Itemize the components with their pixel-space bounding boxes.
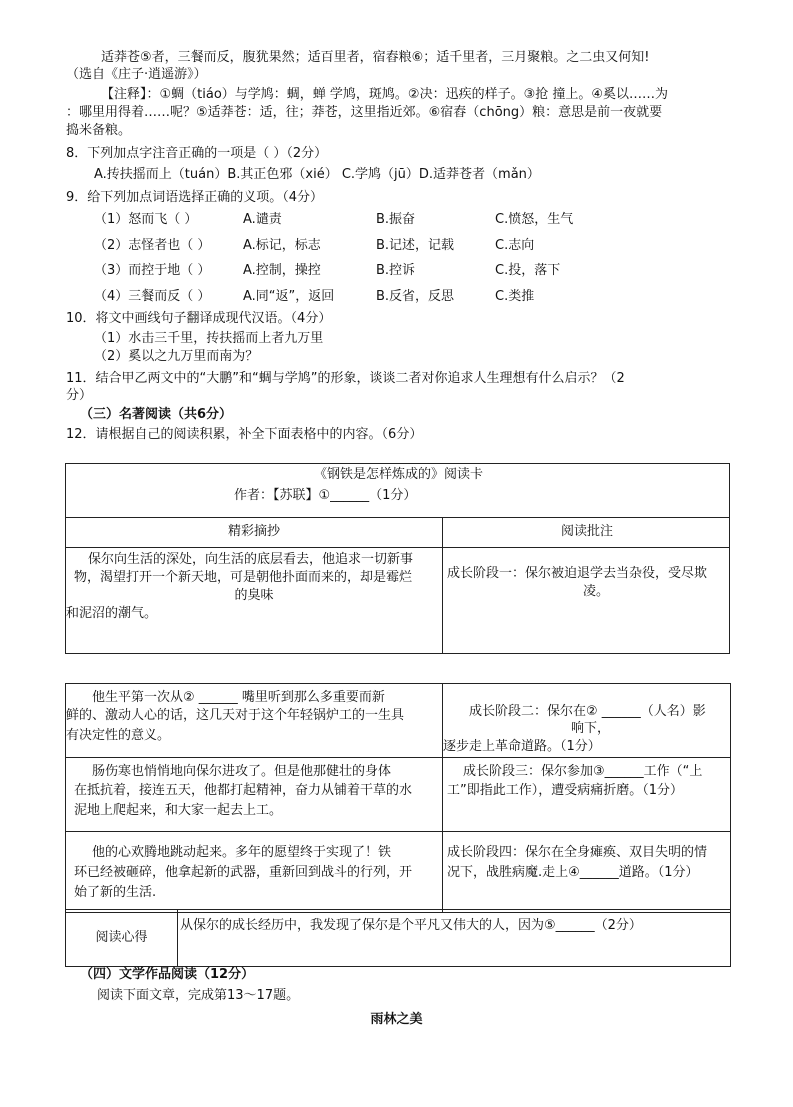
q9-option-c: C.愤怒，生气 (495, 212, 574, 227)
reading-card-insight (65, 909, 731, 967)
col-header-notes: 阅读批注 (443, 518, 730, 548)
card-author: 作者：【苏联】①______（1分） (234, 488, 417, 503)
notes-cell: 成长阶段一：保尔被迫退学去当杂役，受尽欺 凌。 (443, 548, 730, 654)
question-8-options: A.抟扶摇而上（tuán）B.其正色邪（xié） C.学鸠（jū）D.适莽苍者（mǎn） (94, 167, 540, 182)
question-11-stem-cont: 分） (66, 388, 93, 403)
notes-cell: 成长阶段二：保尔在② ______（人名）影 响下， 逐步走上革命道路。（1分） (443, 684, 731, 758)
card-header-cell (66, 464, 730, 518)
section-4-instruction: 阅读下面文章，完成第13～17题。 (97, 988, 300, 1003)
q10-sentence: （1）水击三千里，抟扶摇而上者九万里 (94, 331, 324, 346)
q9-option-b: B.控诉 (376, 263, 416, 278)
q9-item: （3）而控于地（ ） (94, 263, 211, 278)
excerpt-cell: 肠伤寒也悄悄地向保尔进攻了。但是他那健壮的身体 在抵抗着，接连五天，他都打起精神，奋力从铺着干草的水 泥地上爬起来，和大家一起去上工。 (66, 758, 443, 832)
notes-cell: 成长阶段四：保尔在全身瘫痪、双目失明的情 况下，战胜病魔.走上④______道路。（1分） (443, 832, 731, 913)
reading-card-top (65, 463, 730, 654)
notes-cell: 成长阶段三：保尔参加③______工作（“上 工”即指此工作），遭受病痛折磨。（1分） (443, 758, 731, 832)
q9-option-b: B.反省，反思 (376, 289, 455, 304)
annotation-line: 捣米备粮。 (66, 123, 132, 138)
question-11-stem: 11．结合甲乙两文中的“大鹏”和“蜩与学鸠”的形象，谈谈二者对你追求人生理想有什么启示？（2 (66, 371, 625, 386)
q10-sentence: （2）奚以之九万里而南为？ (94, 349, 259, 364)
q9-option-c: C.类推 (495, 289, 535, 304)
q9-option-a: A.谴责 (243, 212, 282, 227)
q9-item: （1）怒而飞（ ） (94, 212, 198, 227)
q9-option-a: A.控制，操控 (243, 263, 321, 278)
reading-card-bottom (65, 683, 731, 913)
q9-option-c: C.志向 (495, 238, 535, 253)
q9-option-b: B.记述，记载 (376, 238, 455, 253)
card-title: 《钢铁是怎样炼成的》阅读卡 (313, 467, 483, 482)
excerpt-cell: 保尔向生活的深处，向生活的底层看去，他追求一切新事 物，渴望打开一个新天地，可是朝他扑面而来的，却是霉烂 的臭味 和泥沼的潮气。 (66, 548, 443, 654)
passage-source: （选自《庄子·逍遥游》） (66, 67, 207, 82)
section-3-heading: （三）名著阅读（共6分） (80, 407, 233, 422)
section-4-heading: （四）文学作品阅读（12分） (80, 967, 255, 982)
annotation-line: 【注释】：①蜩（tiáo）与学鸠：蜩，蝉 学鸠，斑鸠。②决：迅疾的样子。③抢 撞上。④奚以……为 (101, 87, 669, 102)
passage-line: 适莽苍⑤者，三餐而反，腹犹果然；适百里者，宿舂粮⑥；适千里者，三月聚粮。之二虫又何知! (101, 50, 650, 65)
question-8-stem: 8．下列加点字注音正确的一项是（ ）（2分） (66, 146, 328, 161)
q9-option-c: C.投，落下 (495, 263, 561, 278)
excerpt-cell: 他生平第一次从② ______ 嘴里听到那么多重要而新 鲜的、激动人心的话，这几天对于这个年轻锅炉工的一生具 有决定性的意义。 (66, 684, 443, 758)
question-9-stem: 9．给下列加点词语选择正确的义项。（4分） (66, 190, 324, 205)
excerpt-cell: 他的心欢腾地跳动起来。多年的愿望终于实现了！铁 环已经被砸碎，他拿起新的武器，重新回到战斗的行列，开 始了新的生活. (66, 832, 443, 913)
q9-option-a: A.标记，标志 (243, 238, 321, 253)
q9-option-a: A.同“返”，返回 (243, 289, 335, 304)
q9-item: （2）志怪者也（ ） (94, 238, 211, 253)
question-10-stem: 10．将文中画线句子翻译成现代汉语。（4分） (66, 311, 332, 326)
insight-label-cell: 阅读心得 (66, 910, 178, 967)
insight-text-cell: 从保尔的成长经历中，我发现了保尔是个平凡又伟大的人，因为⑤______（2分） (178, 910, 731, 967)
q9-item: （4）三餐而反（ ） (94, 289, 211, 304)
question-12-stem: 12．请根据自己的阅读积累，补全下面表格中的内容。（6分） (66, 427, 423, 442)
article-title: 雨林之美 (370, 1012, 423, 1027)
col-header-excerpt: 精彩摘抄 (66, 518, 443, 548)
q9-option-b: B.振奋 (376, 212, 416, 227)
annotation-line: ：哪里用得着……呢？⑤适莽苍：适，往；莽苍，这里指近郊。⑥宿舂（chōng）粮：意思是前一夜就要 (66, 105, 663, 120)
